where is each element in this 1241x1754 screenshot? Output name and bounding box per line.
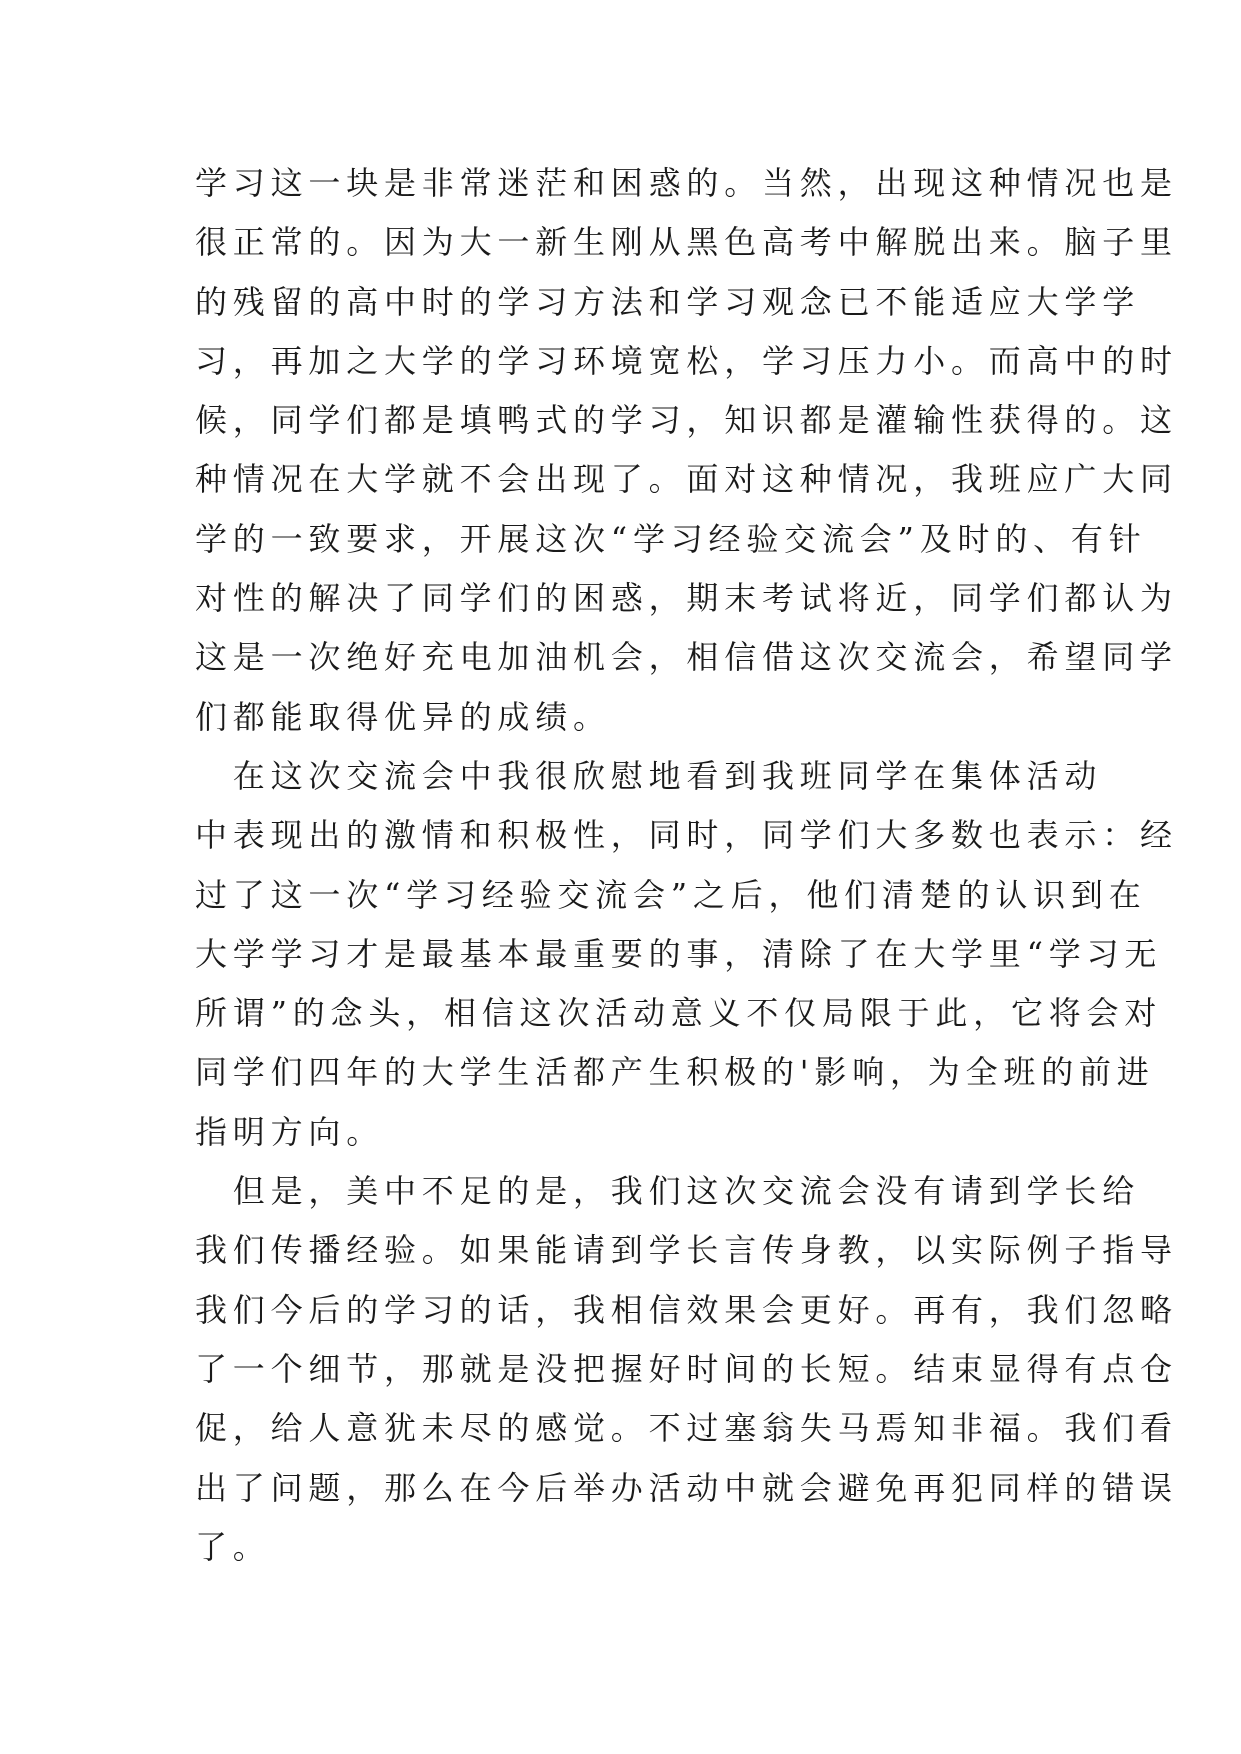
body-text [195,154,1178,1577]
text-line: 在这次交流会中我很欣慰地看到我班同学在集体活动 [195,756,1103,795]
text-line: 促，给人意犹未尽的感觉。不过塞翁失马焉知非福。我们看 [195,1409,1178,1448]
paragraph-2 [195,747,1178,1162]
text-line: 指明方向。 [195,1112,385,1151]
text-line: 了一个细节，那就是没把握好时间的长短。结束显得有点仓 [195,1349,1178,1388]
text-line: 的残留的高中时的学习方法和学习观念已不能适应大学学 [195,282,1141,321]
paragraph-1 [195,154,1178,747]
text-line: 学习这一块是非常迷茫和困惑的。当然，出现这种情况也是 [195,164,1178,202]
text-line: 所谓”的念头，相信这次活动意义不仅局限于此，它将会对 [195,994,1163,1033]
text-line: 我们今后的学习的话，我相信效果会更好。再有，我们忽略 [195,1290,1178,1329]
text-line: 候，同学们都是填鸭式的学习，知识都是灌输性获得的。这 [195,401,1178,440]
text-line: 种情况在大学就不会出现了。面对这种情况，我班应广大同 [195,460,1178,499]
text-line: 大学学习才是最基本最重要的事，清除了在大学里“学习无 [195,934,1163,973]
text-line: 出了问题，那么在今后举办活动中就会避免再犯同样的错误 [195,1468,1178,1507]
text-line: 很正常的。因为大一新生刚从黑色高考中解脱出来。脑子里 [195,223,1178,262]
text-line: 但是，美中不足的是，我们这次交流会没有请到学长给 [195,1172,1141,1211]
paragraph-3 [195,1162,1178,1577]
text-line: 我们传播经验。如果能请到学长言传身教，以实际例子指导 [195,1231,1178,1270]
text-line: 同学们四年的大学生活都产生积极的'影响，为全班的前进 [195,1053,1155,1092]
text-line: 对性的解决了同学们的困惑，期末考试将近，同学们都认为 [195,579,1178,618]
text-line: 中表现出的激情和积极性，同时，同学们大多数也表示：经 [195,816,1178,855]
text-line: 了。 [195,1527,271,1566]
text-line: 这是一次绝好充电加油机会，相信借这次交流会，希望同学 [195,638,1178,677]
text-line: 们都能取得优异的成绩。 [195,697,611,736]
text-line: 过了这一次“学习经验交流会”之后，他们清楚的认识到在 [195,875,1147,914]
text-line: 学的一致要求，开展这次“学习经验交流会”及时的、有针 [195,519,1147,558]
text-line: 习，再加之大学的学习环境宽松，学习压力小。而高中的时 [195,341,1178,380]
